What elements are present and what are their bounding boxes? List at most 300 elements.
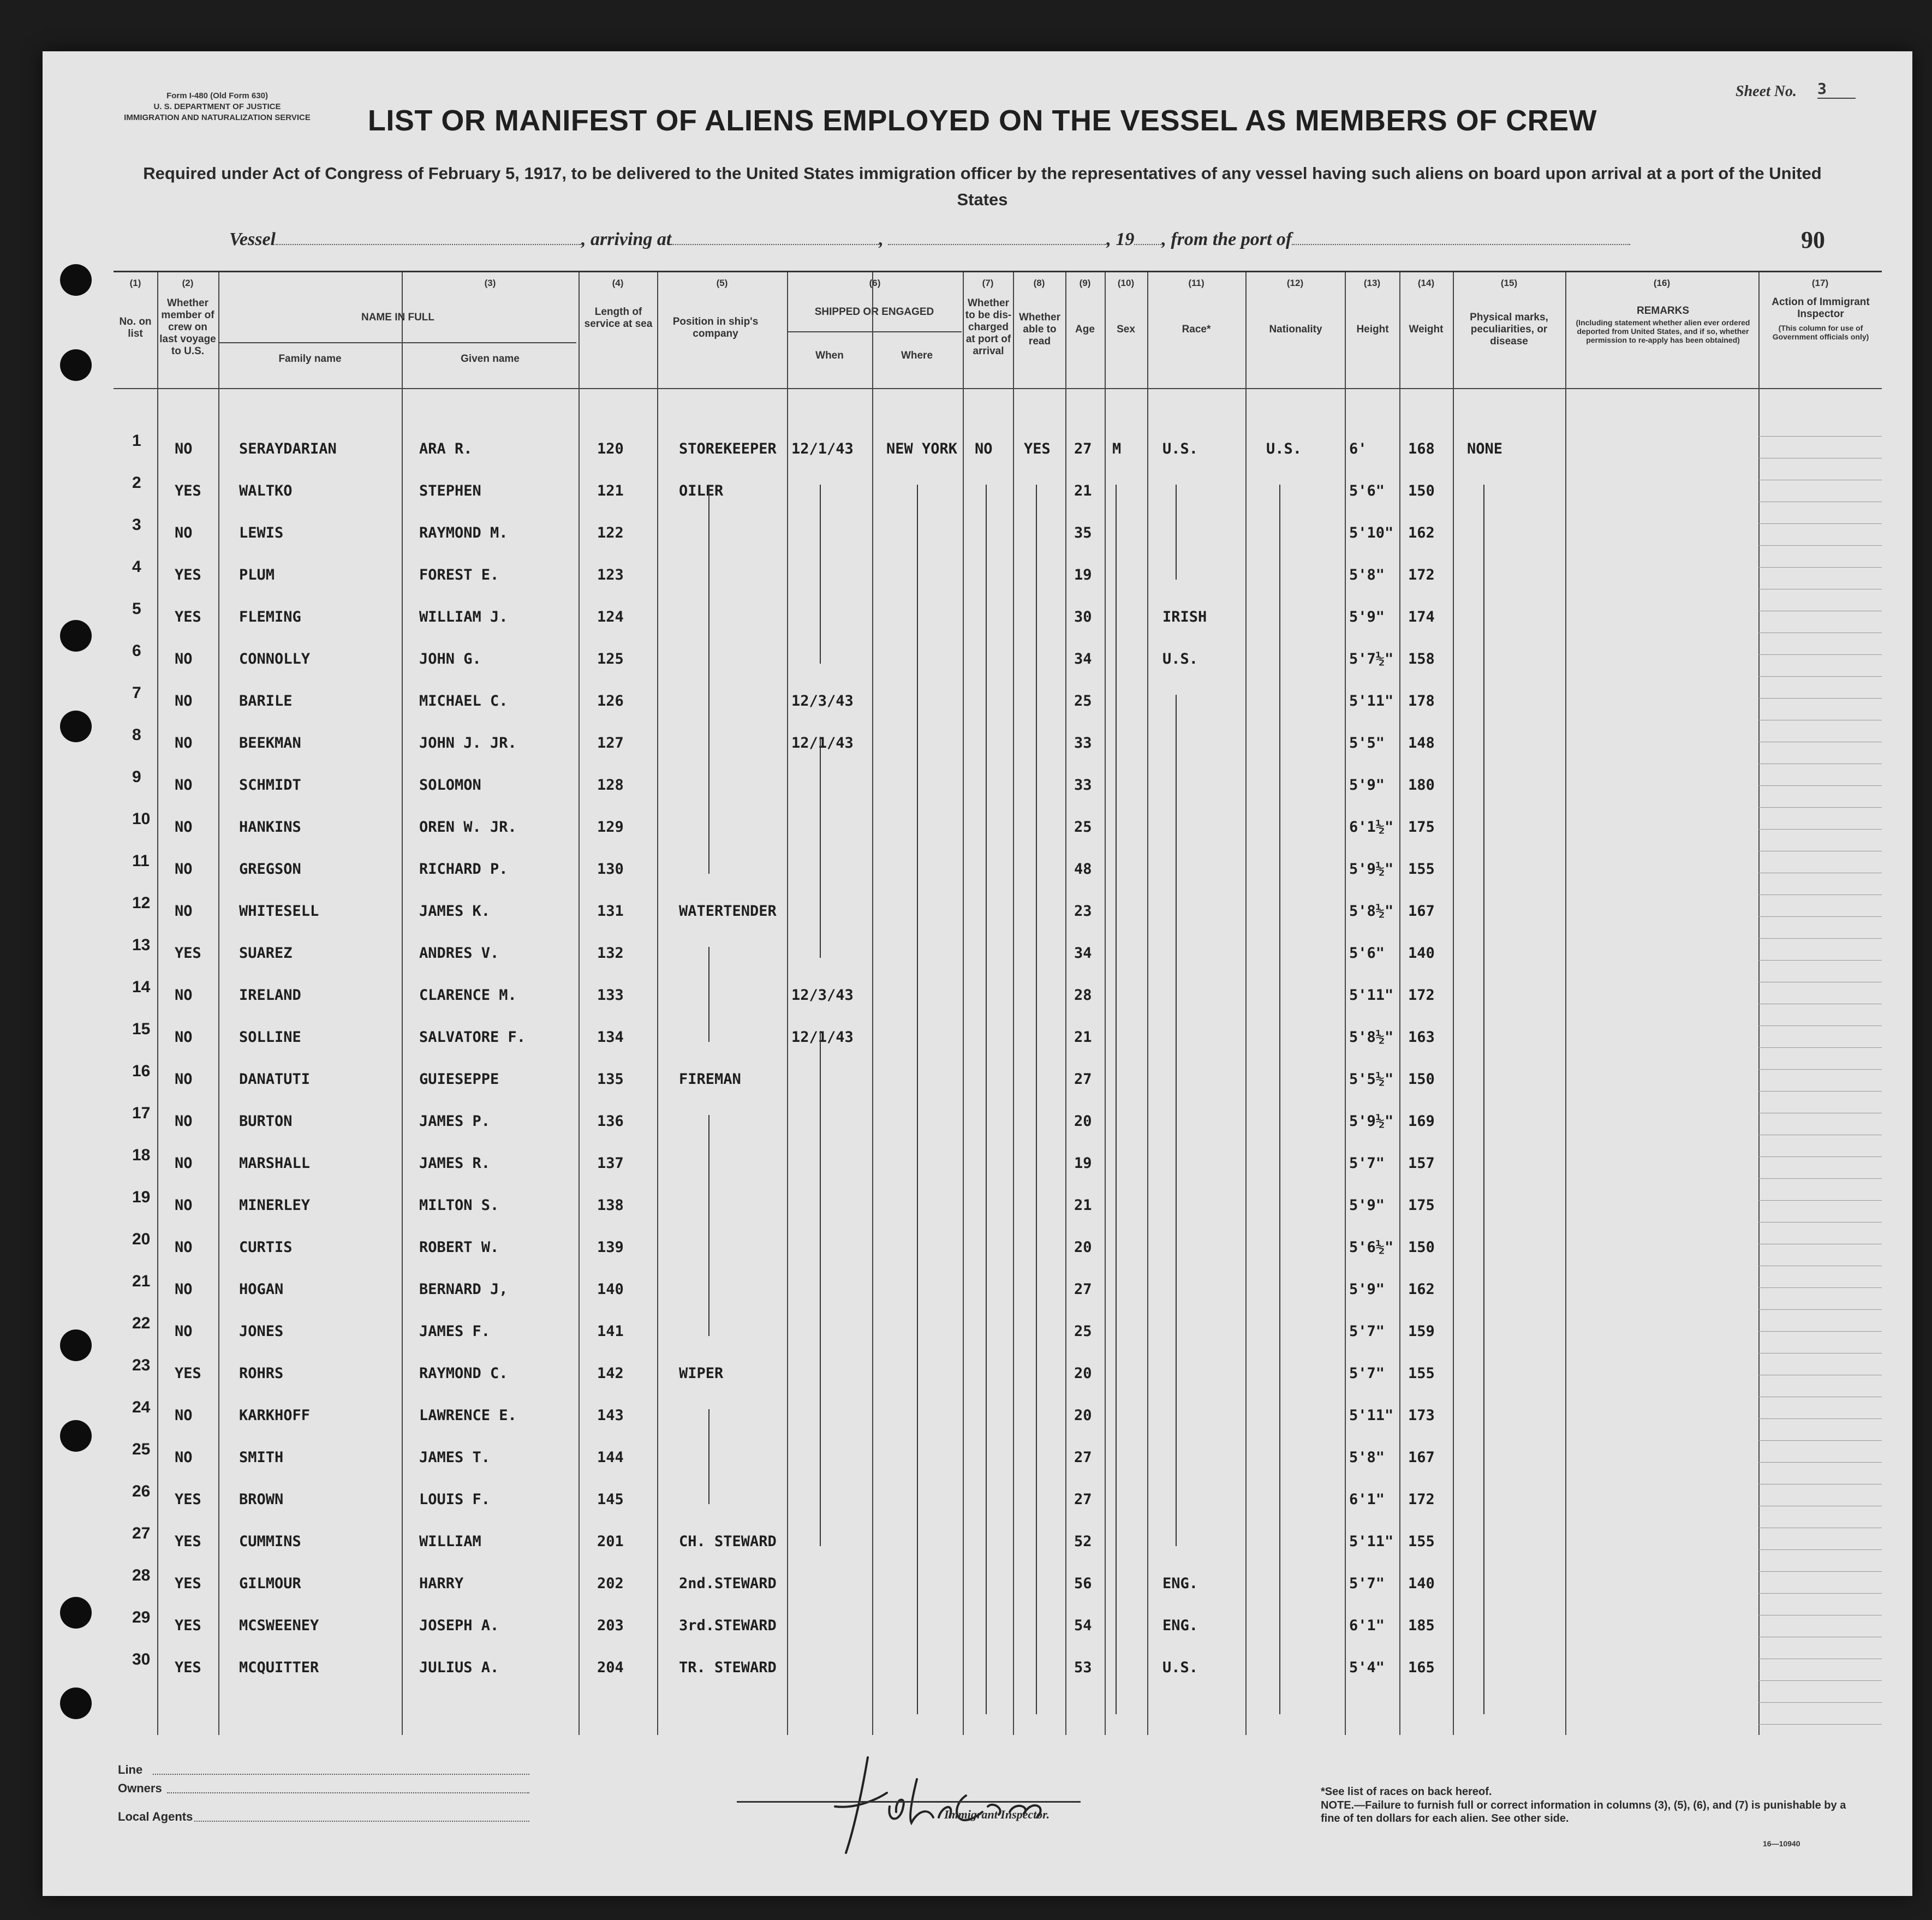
- race-cell: ENG.: [1162, 1617, 1198, 1634]
- discharged-cell: NO: [975, 440, 993, 457]
- given-name-cell: LOUIS F.: [419, 1491, 491, 1508]
- age-cell: 48: [1074, 861, 1092, 878]
- header-physical-marks: Physical marks, peculiarities, or disease: [1470, 312, 1548, 347]
- row-number: 1: [132, 432, 141, 450]
- given-name-cell: JOHN J. JR.: [419, 735, 517, 752]
- row-number: 8: [132, 726, 141, 744]
- ditto-mark: [820, 1031, 821, 1546]
- when-cell: 12/1/43: [791, 735, 854, 752]
- weight-cell: 140: [1408, 1575, 1435, 1592]
- column-number: (10): [1117, 278, 1135, 288]
- given-name-cell: OREN W. JR.: [419, 819, 517, 836]
- height-cell: 5'7": [1349, 1323, 1385, 1340]
- height-cell: 5'6½": [1349, 1239, 1394, 1256]
- height-cell: 5'11": [1349, 1533, 1394, 1550]
- height-cell: 5'5": [1349, 735, 1385, 752]
- column-number: (5): [716, 278, 728, 288]
- given-name-cell: WILLIAM: [419, 1533, 481, 1550]
- family-name-cell: CUMMINS: [239, 1533, 301, 1550]
- owners-label: Owners: [118, 1781, 162, 1795]
- family-name-cell: MCQUITTER: [239, 1659, 319, 1676]
- family-name-cell: SCHMIDT: [239, 777, 301, 794]
- table-row: [114, 1020, 1882, 1062]
- races-note: *See list of races on back hereof.: [1321, 1786, 1492, 1798]
- given-name-cell: ARA R.: [419, 440, 473, 457]
- row-number: 14: [132, 978, 151, 996]
- age-cell: 19: [1074, 1155, 1092, 1172]
- age-cell: 27: [1074, 1281, 1092, 1298]
- row-number: 26: [132, 1482, 151, 1500]
- given-name-cell: JAMES K.: [419, 903, 491, 920]
- header-length-of-service: Length of service at sea: [584, 306, 653, 330]
- length-cell: 127: [597, 735, 624, 752]
- member-cell: NO: [175, 693, 193, 709]
- position-cell: WATERTENDER: [679, 903, 777, 920]
- table-row: [114, 1524, 1882, 1566]
- length-cell: 124: [597, 609, 624, 625]
- header-sex: Sex: [1117, 324, 1135, 335]
- family-name-cell: DANATUTI: [239, 1071, 311, 1088]
- vessel-line: Vessel , arriving at , , 19 , from the port of: [229, 229, 1812, 250]
- given-name-cell: JAMES P.: [419, 1113, 491, 1130]
- weight-cell: 150: [1408, 482, 1435, 499]
- family-name-cell: BURTON: [239, 1113, 293, 1130]
- weight-cell: 155: [1408, 1365, 1435, 1382]
- punch-hole: [60, 1597, 92, 1629]
- ditto-mark: [820, 737, 821, 958]
- grid-line: [1758, 1724, 1882, 1725]
- family-name-cell: JONES: [239, 1323, 284, 1340]
- given-name-cell: BERNARD J,: [419, 1281, 508, 1298]
- header-able-to-read: Whether able to read: [1019, 312, 1060, 347]
- column-number: (16): [1653, 278, 1671, 288]
- height-cell: 5'7½": [1349, 651, 1394, 667]
- length-cell: 126: [597, 693, 624, 709]
- given-name-cell: JULIUS A.: [419, 1659, 499, 1676]
- position-cell: FIREMAN: [679, 1071, 741, 1088]
- table-row: [114, 558, 1882, 600]
- column-number: (9): [1079, 278, 1091, 288]
- age-cell: 28: [1074, 987, 1092, 1004]
- height-cell: 5'8½": [1349, 903, 1394, 920]
- age-cell: 27: [1074, 1071, 1092, 1088]
- given-name-cell: SOLOMON: [419, 777, 481, 794]
- header-name-in-full: NAME IN FULL: [361, 312, 435, 323]
- table-row: [114, 1608, 1882, 1650]
- header-race: Race*: [1182, 324, 1211, 335]
- age-cell: 25: [1074, 819, 1092, 836]
- length-cell: 137: [597, 1155, 624, 1172]
- given-name-cell: WILLIAM J.: [419, 609, 508, 625]
- weight-cell: 175: [1408, 1197, 1435, 1214]
- header-no-on-list: No. on list: [119, 316, 152, 339]
- length-cell: 122: [597, 524, 624, 541]
- given-name-cell: MILTON S.: [419, 1197, 499, 1214]
- length-cell: 136: [597, 1113, 624, 1130]
- weight-cell: 163: [1408, 1029, 1435, 1046]
- height-cell: 5'9": [1349, 777, 1385, 794]
- table-row: [114, 1566, 1882, 1608]
- height-cell: 5'11": [1349, 693, 1394, 709]
- header-action-note: (This column for use of Government officials only): [1772, 324, 1869, 341]
- family-name-cell: SOLLINE: [239, 1029, 301, 1046]
- year-blank: [1134, 230, 1161, 245]
- header-remarks: REMARKS: [1636, 305, 1690, 317]
- column-number: (14): [1417, 278, 1435, 288]
- length-cell: 144: [597, 1449, 624, 1466]
- ditto-mark: [708, 947, 709, 1042]
- header-divider: [114, 388, 1882, 389]
- height-cell: 6'1": [1349, 1617, 1385, 1634]
- weight-cell: 175: [1408, 819, 1435, 836]
- family-name-cell: BARILE: [239, 693, 293, 709]
- column-number: (11): [1188, 278, 1204, 288]
- member-cell: NO: [175, 1197, 193, 1214]
- weight-cell: 162: [1408, 524, 1435, 541]
- header-divider: [219, 342, 576, 343]
- member-cell: NO: [175, 440, 193, 457]
- race-cell: U.S.: [1162, 1659, 1198, 1676]
- weight-cell: 167: [1408, 1449, 1435, 1466]
- weight-cell: 169: [1408, 1113, 1435, 1130]
- row-number: 22: [132, 1314, 151, 1332]
- row-number: 10: [132, 810, 151, 828]
- length-cell: 135: [597, 1071, 624, 1088]
- row-number: 3: [132, 516, 141, 534]
- position-cell: 2nd.STEWARD: [679, 1575, 777, 1592]
- weight-cell: 172: [1408, 1491, 1435, 1508]
- arriving-blank: [671, 230, 879, 245]
- punch-hole: [60, 1329, 92, 1361]
- age-cell: 21: [1074, 1029, 1092, 1046]
- year-label: , 19: [1106, 229, 1135, 249]
- ditto-mark: [708, 485, 709, 874]
- penalty-note: NOTE.—Failure to furnish full or correct information in columns (3), (5), (6), and (7) is punishable by a fine of ten dollars for each alien. See other side.: [1321, 1799, 1846, 1824]
- age-cell: 21: [1074, 1197, 1092, 1214]
- position-cell: OILER: [679, 482, 724, 499]
- header-given-name: Given name: [461, 353, 520, 365]
- length-cell: 130: [597, 861, 624, 878]
- family-name-cell: HOGAN: [239, 1281, 284, 1298]
- member-cell: NO: [175, 1323, 193, 1340]
- table-row: [114, 1104, 1882, 1146]
- table-row: [114, 1482, 1882, 1524]
- inspector-signature-line: [737, 1801, 1081, 1803]
- length-cell: 139: [597, 1239, 624, 1256]
- member-cell: NO: [175, 524, 193, 541]
- header-family-name: Family name: [278, 353, 342, 365]
- ditto-mark: [708, 1115, 709, 1336]
- form-number: Form I-480 (Old Form 630): [166, 91, 268, 100]
- header-nationality: Nationality: [1269, 324, 1322, 335]
- family-name-cell: CONNOLLY: [239, 651, 311, 667]
- table-row: [114, 936, 1882, 978]
- member-cell: NO: [175, 651, 193, 667]
- weight-cell: 157: [1408, 1155, 1435, 1172]
- member-cell: NO: [175, 777, 193, 794]
- vessel-blank: [276, 230, 581, 245]
- height-cell: 5'8": [1349, 567, 1385, 583]
- height-cell: 5'7": [1349, 1575, 1385, 1592]
- table-row: [114, 642, 1882, 684]
- length-cell: 141: [597, 1323, 624, 1340]
- length-cell: 145: [597, 1491, 624, 1508]
- table-row: [114, 768, 1882, 810]
- table-row: [114, 1146, 1882, 1188]
- column-number: (8): [1033, 278, 1045, 288]
- header-where: Where: [901, 350, 933, 361]
- row-number: 16: [132, 1062, 151, 1080]
- length-cell: 140: [597, 1281, 624, 1298]
- age-cell: 35: [1074, 524, 1092, 541]
- table-row: [114, 1650, 1882, 1692]
- table-row: [114, 474, 1882, 516]
- header-discharged: Whether to be dis-charged at port of arrival: [965, 297, 1012, 357]
- family-name-cell: WHITESELL: [239, 903, 319, 920]
- row-number: 28: [132, 1566, 151, 1584]
- date-blank: [888, 230, 1106, 245]
- length-cell: 128: [597, 777, 624, 794]
- given-name-cell: SALVATORE F.: [419, 1029, 526, 1046]
- owners-blank: [167, 1792, 529, 1793]
- family-name-cell: GREGSON: [239, 861, 301, 878]
- header-weight: Weight: [1409, 324, 1444, 335]
- weight-cell: 168: [1408, 440, 1435, 457]
- punch-hole: [60, 711, 92, 742]
- family-name-cell: CURTIS: [239, 1239, 293, 1256]
- height-cell: 5'6": [1349, 482, 1385, 499]
- given-name-cell: FOREST E.: [419, 567, 499, 583]
- height-cell: 5'9½": [1349, 861, 1394, 878]
- table-row: [114, 1440, 1882, 1482]
- member-cell: YES: [175, 567, 201, 583]
- race-cell: U.S.: [1162, 651, 1198, 667]
- given-name-cell: ANDRES V.: [419, 945, 499, 962]
- punch-hole: [60, 620, 92, 652]
- given-name-cell: JAMES T.: [419, 1449, 491, 1466]
- table-row: [114, 1398, 1882, 1440]
- weight-cell: 167: [1408, 903, 1435, 920]
- row-number: 13: [132, 936, 151, 954]
- row-number: 9: [132, 768, 141, 786]
- age-cell: 27: [1074, 1491, 1092, 1508]
- height-cell: 5'7": [1349, 1365, 1385, 1382]
- height-cell: 6'1½": [1349, 819, 1394, 836]
- height-cell: 5'7": [1349, 1155, 1385, 1172]
- document-subtitle: Required under Act of Congress of February 5, 1917, to be delivered to the United States immigration officer by the representatives of any vessel having such aliens on board upon arrival at a port of the United States: [143, 164, 1822, 209]
- inspector-label: Immigrant Inspector.: [944, 1808, 1050, 1821]
- table-row: [114, 978, 1882, 1020]
- age-cell: 20: [1074, 1407, 1092, 1424]
- family-name-cell: ROHRS: [239, 1365, 284, 1382]
- height-cell: 5'11": [1349, 987, 1394, 1004]
- length-cell: 142: [597, 1365, 624, 1382]
- member-cell: NO: [175, 1449, 193, 1466]
- race-cell: U.S.: [1162, 440, 1198, 457]
- age-cell: 34: [1074, 945, 1092, 962]
- arriving-label: , arriving at: [581, 229, 672, 249]
- length-cell: 138: [597, 1197, 624, 1214]
- member-cell: NO: [175, 987, 193, 1004]
- header-action: Action of Immigrant Inspector: [1772, 296, 1870, 320]
- member-cell: NO: [175, 819, 193, 836]
- row-number: 21: [132, 1272, 151, 1290]
- weight-cell: 178: [1408, 693, 1435, 709]
- row-number: 17: [132, 1104, 151, 1122]
- family-name-cell: MARSHALL: [239, 1155, 311, 1172]
- given-name-cell: STEPHEN: [419, 482, 481, 499]
- header-position: Position in ship's company: [672, 316, 759, 339]
- table-row: [114, 1272, 1882, 1314]
- family-name-cell: MINERLEY: [239, 1197, 311, 1214]
- length-cell: 129: [597, 819, 624, 836]
- height-cell: 6': [1349, 440, 1367, 457]
- age-cell: 19: [1074, 567, 1092, 583]
- given-name-cell: ROBERT W.: [419, 1239, 499, 1256]
- member-cell: NO: [175, 1281, 193, 1298]
- ditto-mark: [1279, 485, 1280, 1714]
- table-row: [114, 852, 1882, 894]
- row-number: 18: [132, 1146, 151, 1164]
- length-cell: 131: [597, 903, 624, 920]
- length-cell: 132: [597, 945, 624, 962]
- weight-cell: 150: [1408, 1239, 1435, 1256]
- row-number: 29: [132, 1608, 151, 1626]
- physical-marks-cell: NONE: [1467, 440, 1503, 457]
- punch-hole: [60, 1688, 92, 1719]
- row-number: 15: [132, 1020, 151, 1038]
- sheet-no-value: 3: [1817, 80, 1856, 99]
- column-number: (12): [1286, 278, 1304, 288]
- family-name-cell: IRELAND: [239, 987, 301, 1004]
- table-row: [114, 894, 1882, 936]
- ditto-mark: [917, 485, 918, 1714]
- ditto-mark: [1036, 485, 1037, 1714]
- table-row: [114, 684, 1882, 726]
- weight-cell: 174: [1408, 609, 1435, 625]
- given-name-cell: JOSEPH A.: [419, 1617, 499, 1634]
- family-name-cell: LEWIS: [239, 524, 284, 541]
- table-row: [114, 1314, 1882, 1356]
- family-name-cell: FLEMING: [239, 609, 301, 625]
- race-cell: ENG.: [1162, 1575, 1198, 1592]
- row-number: 25: [132, 1440, 151, 1458]
- when-cell: 12/1/43: [791, 1029, 854, 1046]
- member-cell: NO: [175, 903, 193, 920]
- where-cell: NEW YORK: [886, 440, 958, 457]
- row-number: 7: [132, 684, 141, 702]
- ditto-mark: [1116, 485, 1117, 1714]
- given-name-cell: RAYMOND C.: [419, 1365, 508, 1382]
- table-row: [114, 810, 1882, 852]
- page-number: 90: [1801, 226, 1825, 253]
- crew-manifest-table: [114, 271, 1882, 1735]
- row-number: 23: [132, 1356, 151, 1374]
- row-number: 11: [132, 852, 150, 870]
- length-cell: 134: [597, 1029, 624, 1046]
- table-row: [114, 726, 1882, 768]
- line-blank: [153, 1774, 529, 1775]
- weight-cell: 159: [1408, 1323, 1435, 1340]
- family-name-cell: GILMOUR: [239, 1575, 301, 1592]
- given-name-cell: GUIESEPPE: [419, 1071, 499, 1088]
- header-shipped-engaged: SHIPPED OR ENGAGED: [814, 306, 934, 318]
- given-name-cell: CLARENCE M.: [419, 987, 517, 1004]
- given-name-cell: LAWRENCE E.: [419, 1407, 517, 1424]
- given-name-cell: JAMES F.: [419, 1323, 491, 1340]
- ditto-mark: [1483, 485, 1484, 1714]
- member-cell: YES: [175, 482, 201, 499]
- table-row: [114, 1062, 1882, 1104]
- column-number: (6): [869, 278, 881, 288]
- length-cell: 204: [597, 1659, 624, 1676]
- member-cell: YES: [175, 945, 201, 962]
- punch-hole: [60, 1420, 92, 1452]
- weight-cell: 155: [1408, 1533, 1435, 1550]
- column-number: (1): [129, 278, 141, 288]
- table-row: [114, 600, 1882, 642]
- table-row: [114, 1356, 1882, 1398]
- ditto-mark: [1176, 695, 1177, 1546]
- member-cell: YES: [175, 1365, 201, 1382]
- family-name-cell: SERAYDARIAN: [239, 440, 337, 457]
- height-cell: 5'5½": [1349, 1071, 1394, 1088]
- position-cell: STOREKEEPER: [679, 440, 777, 457]
- age-cell: 23: [1074, 903, 1092, 920]
- weight-cell: 165: [1408, 1659, 1435, 1676]
- age-cell: 20: [1074, 1113, 1092, 1130]
- row-number: 30: [132, 1650, 151, 1668]
- age-cell: 52: [1074, 1533, 1092, 1550]
- row-number: 27: [132, 1524, 151, 1542]
- header-remarks-note: (Including statement whether alien ever ordered deported from United States, and if so, whether permission to re-apply has been obtained): [1576, 318, 1750, 344]
- row-number: 24: [132, 1398, 151, 1416]
- weight-cell: 148: [1408, 735, 1435, 752]
- ditto-mark: [820, 485, 821, 664]
- member-cell: YES: [175, 1491, 201, 1508]
- given-name-cell: MICHAEL C.: [419, 693, 508, 709]
- position-cell: TR. STEWARD: [679, 1659, 777, 1676]
- member-cell: NO: [175, 1029, 193, 1046]
- height-cell: 5'9½": [1349, 1113, 1394, 1130]
- inspector-signature: [753, 1746, 1092, 1867]
- height-cell: 5'9": [1349, 1197, 1385, 1214]
- column-number: (4): [612, 278, 624, 288]
- row-number: 2: [132, 474, 141, 492]
- when-cell: 12/1/43: [791, 440, 854, 457]
- weight-cell: 150: [1408, 1071, 1435, 1088]
- member-cell: YES: [175, 1533, 201, 1550]
- family-name-cell: MCSWEENEY: [239, 1617, 319, 1634]
- age-cell: 56: [1074, 1575, 1092, 1592]
- age-cell: 21: [1074, 482, 1092, 499]
- member-cell: NO: [175, 861, 193, 878]
- member-cell: NO: [175, 1071, 193, 1088]
- vessel-label: Vessel: [229, 229, 276, 249]
- family-name-cell: SUAREZ: [239, 945, 293, 962]
- family-name-cell: KARKHOFF: [239, 1407, 311, 1424]
- from-port-label: , from the port of: [1161, 229, 1292, 249]
- length-cell: 201: [597, 1533, 624, 1550]
- age-cell: 25: [1074, 1323, 1092, 1340]
- punch-hole: [60, 264, 92, 296]
- family-name-cell: HANKINS: [239, 819, 301, 836]
- age-cell: 20: [1074, 1365, 1092, 1382]
- header-when: When: [815, 350, 844, 361]
- age-cell: 33: [1074, 777, 1092, 794]
- age-cell: 27: [1074, 1449, 1092, 1466]
- given-name-cell: RAYMOND M.: [419, 524, 508, 541]
